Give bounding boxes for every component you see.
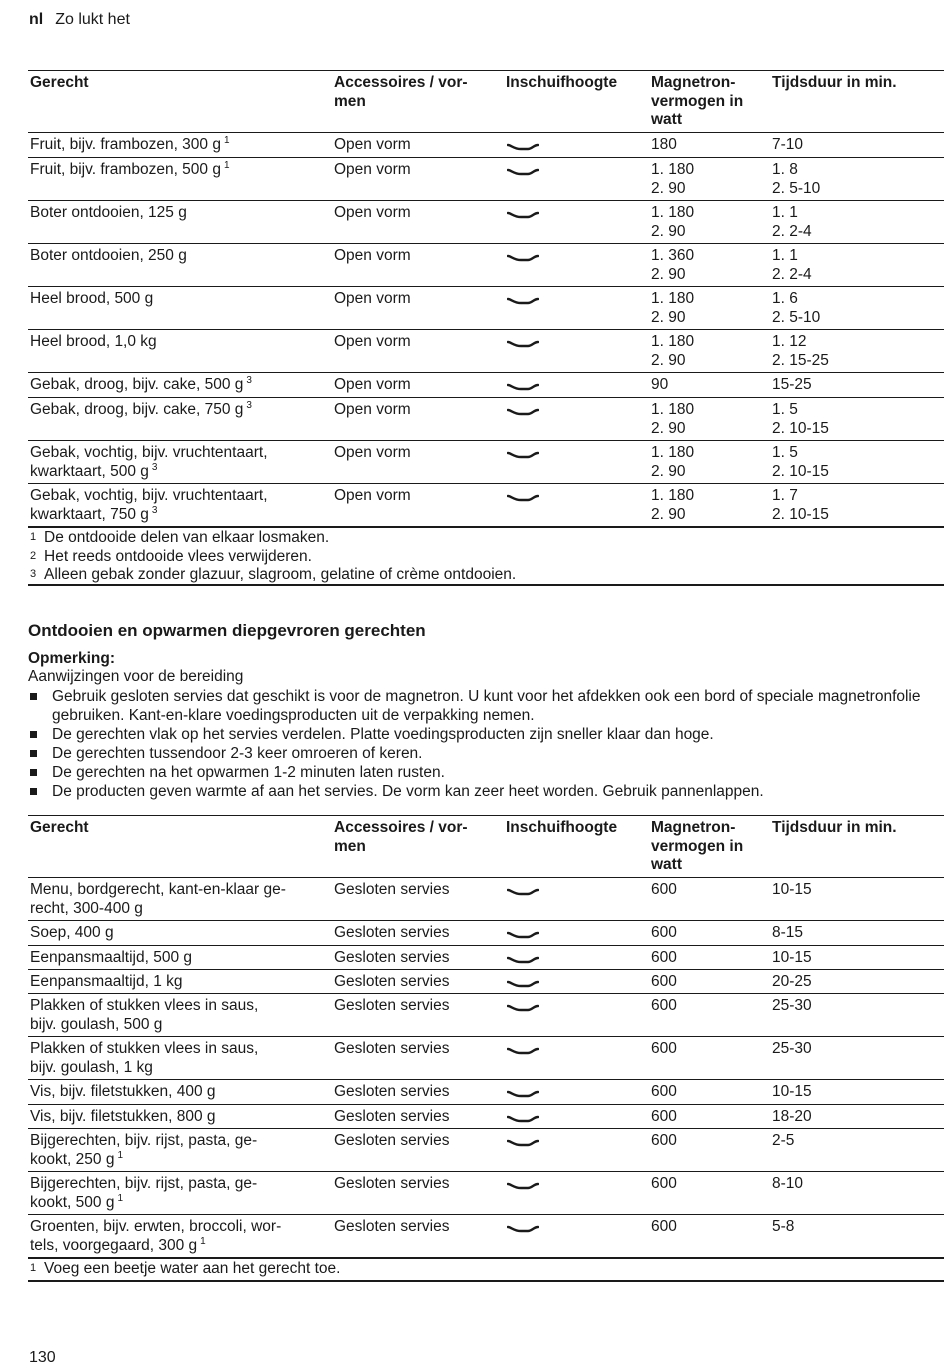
time-cell: 10-15	[772, 881, 812, 898]
header-accessory: Accessoires / vor- men	[334, 819, 468, 855]
note-intro: Aanwijzingen voor de bereiding	[28, 668, 244, 685]
table-rule	[28, 815, 944, 816]
power-cell: 90	[651, 376, 669, 393]
dish-cell: Boter ontdooien, 250 g	[30, 247, 187, 264]
power-cell: 1. 180 2. 90	[651, 290, 695, 326]
footnote	[30, 1259, 340, 1279]
header-level: Inschuifhoogte	[506, 74, 618, 91]
power-cell: 600	[651, 973, 677, 990]
power-cell: 1. 180 2. 90	[651, 333, 695, 369]
footnote-ref: 1	[117, 1192, 124, 1204]
floor-level-icon	[507, 1046, 539, 1056]
accessory-cell: Gesloten servies	[334, 1175, 450, 1192]
table-rule	[28, 877, 944, 878]
footnote-number: 1	[30, 1262, 37, 1274]
accessory-cell: Gesloten servies	[334, 1040, 450, 1057]
floor-level-icon	[507, 1114, 539, 1124]
floor-level-icon	[507, 1138, 539, 1148]
power-cell: 1. 360 2. 90	[651, 247, 695, 283]
dish-cell: Bijgerechten, bijv. rijst, pasta, ge- kookt, 500 g $^1$	[30, 1175, 258, 1211]
time-cell: 15-25	[772, 376, 812, 393]
accessory-cell: Open vorm	[334, 290, 411, 307]
table-rule	[28, 1171, 944, 1172]
floor-level-icon	[507, 887, 539, 897]
table-rule	[28, 1079, 944, 1080]
floor-level-icon	[507, 142, 539, 152]
table-rule	[28, 1128, 944, 1129]
footnote-number: 2	[30, 549, 37, 562]
note-item: De gerechten vlak op het servies verdelen. Platte voedingsproducten zijn sneller klaar dan hoge.	[28, 725, 940, 744]
dish-cell: Soep, 400 g	[30, 924, 114, 941]
header-power: Magnetron- vermogen in watt	[651, 819, 744, 873]
accessory-cell: Gesloten servies	[334, 1218, 450, 1235]
dish-cell: Vis, bijv. filetstukken, 800 g	[30, 1108, 216, 1125]
page-number: 130	[29, 1349, 56, 1366]
power-cell: 1. 180 2. 90	[651, 401, 695, 437]
power-cell: 600	[651, 1218, 677, 1235]
time-cell: 1. 1 2. 2-4	[772, 204, 812, 240]
table-rule	[28, 993, 944, 994]
table-rule	[28, 397, 944, 398]
time-cell: 8-15	[772, 924, 804, 941]
power-cell: 600	[651, 924, 677, 941]
floor-level-icon	[507, 493, 539, 503]
time-cell: 1. 8 2. 5-10	[772, 161, 821, 197]
accessory-cell: Open vorm	[334, 376, 411, 393]
dish-cell: Plakken of stukken vlees in saus, bijv. goulash, 1 kg	[30, 1040, 259, 1076]
time-cell: 1. 5 2. 10-15	[772, 444, 829, 480]
floor-level-icon	[507, 955, 539, 965]
note-label: Opmerking:	[28, 650, 115, 667]
dish-cell: Menu, bordgerecht, kant-en-klaar ge- recht, 300-400 g	[30, 881, 286, 917]
power-cell: 600	[651, 1040, 677, 1057]
dish-cell: Gebak, vochtig, bijv. vruchtentaart, kwarktaart, 750 g $^3$	[30, 487, 268, 523]
time-cell: 20-25	[772, 973, 812, 990]
dish-cell: Groenten, bijv. erwten, broccoli, wor- tels, voorgegaard, 300 g $^1$	[30, 1218, 282, 1254]
time-cell: 5-8	[772, 1218, 795, 1235]
accessory-cell: Gesloten servies	[334, 1108, 450, 1125]
bullet-icon	[30, 788, 37, 795]
table-rule	[28, 483, 944, 484]
power-cell: 600	[651, 1108, 677, 1125]
floor-level-icon	[507, 979, 539, 989]
table-rule	[28, 440, 944, 441]
power-cell: 180	[651, 136, 677, 153]
power-cell: 600	[651, 1132, 677, 1149]
footnote-number: 1	[30, 531, 37, 543]
accessory-cell: Open vorm	[334, 487, 411, 504]
floor-level-icon	[507, 1181, 539, 1191]
note-item: De gerechten na het opwarmen 1-2 minuten laten rusten.	[28, 763, 940, 782]
floor-level-icon	[507, 382, 539, 392]
time-cell: 2-5	[772, 1132, 795, 1149]
time-cell: 18-20	[772, 1108, 812, 1125]
header-power: Magnetron- vermogen in watt	[651, 74, 744, 128]
floor-level-icon	[507, 1224, 539, 1234]
floor-level-icon	[507, 407, 539, 417]
accessory-cell: Open vorm	[334, 161, 411, 178]
power-cell: 1. 180 2. 90	[651, 204, 695, 240]
language-code: nl	[29, 11, 44, 28]
time-cell: 1. 1 2. 2-4	[772, 247, 812, 283]
table-rule	[28, 70, 944, 71]
footnote-ref: 3	[246, 400, 252, 411]
time-cell: 7-10	[772, 136, 804, 153]
floor-level-icon	[507, 210, 539, 220]
table-rule	[28, 969, 944, 970]
power-cell: 600	[651, 881, 677, 898]
footnote-text: Voeg een beetje water aan het gerecht toe.	[44, 1260, 341, 1277]
dish-cell: Vis, bijv. filetstukken, 400 g	[30, 1083, 216, 1100]
time-cell: 1. 6 2. 5-10	[772, 290, 821, 326]
dish-cell: Eenpansmaaltijd, 1 kg	[30, 973, 183, 990]
accessory-cell: Open vorm	[334, 247, 411, 264]
dish-cell: Heel brood, 1,0 kg	[30, 333, 157, 350]
accessory-cell: Gesloten servies	[334, 997, 450, 1014]
footnote-text: Het reeds ontdooide vlees verwijderen.	[44, 547, 312, 565]
accessory-cell: Gesloten servies	[334, 1083, 450, 1100]
floor-level-icon	[507, 296, 539, 306]
dish-cell: Fruit, bijv. frambozen, 500 g $^1$	[30, 160, 230, 178]
table-rule	[28, 157, 944, 158]
accessory-cell: Gesloten servies	[334, 924, 450, 941]
bullet-icon	[30, 769, 37, 776]
dish-cell: Bijgerechten, bijv. rijst, pasta, ge- kookt, 250 g $^1$	[30, 1132, 258, 1168]
floor-level-icon	[507, 253, 539, 263]
floor-level-icon	[507, 450, 539, 460]
header-time: Tijdsduur in min.	[772, 74, 897, 91]
header-accessory: Accessoires / vor- men	[334, 74, 468, 110]
time-cell: 1. 7 2. 10-15	[772, 487, 829, 523]
footnote	[30, 528, 329, 548]
footnote-ref: 3	[151, 461, 158, 473]
dish-cell: Plakken of stukken vlees in saus, bijv. goulash, 500 g	[30, 997, 259, 1033]
table-rule	[28, 920, 944, 921]
accessory-cell: Open vorm	[334, 444, 411, 461]
footnote	[30, 565, 516, 585]
footnote-text: Alleen gebak zonder glazuur, slagroom, gelatine of crème ontdooien.	[44, 566, 517, 583]
footnote-text: De ontdooide delen van elkaar losmaken.	[44, 529, 330, 546]
accessory-cell: Open vorm	[334, 204, 411, 221]
note-item: Gebruik gesloten servies dat geschikt is voor de magnetron. U kunt voor het afdekken ook een bord of speciale magnetronfolie gebruiken. Kant-en-klare voedingsproducten uit de verpakking nemen.	[28, 687, 940, 725]
table-rule	[28, 372, 944, 373]
header-dish: Gerecht	[30, 819, 89, 836]
table-rule	[28, 945, 944, 946]
section-title: Ontdooien en opwarmen diepgevroren gerechten	[28, 621, 426, 640]
floor-level-icon	[507, 167, 539, 177]
table-rule	[28, 1036, 944, 1037]
time-cell: 10-15	[772, 949, 812, 966]
header-time: Tijdsduur in min.	[772, 819, 897, 836]
table-rule	[28, 286, 944, 287]
dish-cell: Gebak, droog, bijv. cake, 750 g $^3$	[30, 400, 252, 418]
header-level: Inschuifhoogte	[506, 819, 618, 836]
dish-cell: Gebak, vochtig, bijv. vruchtentaart, kwarktaart, 500 g $^3$	[30, 444, 268, 480]
footnote-ref: 3	[151, 504, 158, 516]
footnote-ref: 3	[246, 375, 252, 386]
accessory-cell: Open vorm	[334, 136, 411, 153]
accessory-cell: Open vorm	[334, 333, 411, 350]
dish-cell: Boter ontdooien, 125 g	[30, 204, 187, 221]
dish-cell: Gebak, droog, bijv. cake, 500 g $^3$	[30, 375, 252, 393]
table-rule	[28, 329, 944, 330]
dish-cell: Heel brood, 500 g	[30, 290, 154, 307]
power-cell: 1. 180 2. 90	[651, 161, 695, 197]
time-cell: 1. 5 2. 10-15	[772, 401, 829, 437]
dish-cell: Eenpansmaaltijd, 500 g	[30, 949, 193, 966]
power-cell: 600	[651, 949, 677, 966]
power-cell: 1. 180 2. 90	[651, 444, 695, 480]
accessory-cell: Gesloten servies	[334, 881, 450, 898]
table-rule	[28, 243, 944, 244]
note-item: De producten geven warmte af aan het servies. De vorm kan zeer heet worden. Gebruik pannenlappen.	[28, 782, 940, 801]
table-rule	[28, 1104, 944, 1105]
time-cell: 8-10	[772, 1175, 804, 1192]
floor-level-icon	[507, 1089, 539, 1099]
bullet-icon	[30, 750, 37, 757]
dish-cell: Fruit, bijv. frambozen, 300 g $^1$	[30, 135, 230, 153]
table-rule	[28, 200, 944, 201]
time-cell: 25-30	[772, 997, 812, 1014]
note-list	[28, 687, 940, 801]
footnote-ref: 1	[223, 135, 230, 146]
power-cell: 600	[651, 1083, 677, 1100]
accessory-cell: Gesloten servies	[334, 1132, 450, 1149]
power-cell: 600	[651, 1175, 677, 1192]
footnote-ref: 1	[200, 1235, 206, 1247]
accessory-cell: Gesloten servies	[334, 949, 450, 966]
power-cell: 1. 180 2. 90	[651, 487, 695, 523]
time-cell: 1. 12 2. 15-25	[772, 333, 829, 369]
table-rule	[28, 132, 944, 133]
accessory-cell: Open vorm	[334, 401, 411, 418]
bullet-icon	[30, 731, 37, 738]
header-title: Zo lukt het	[55, 11, 130, 28]
note-item: De gerechten tussendoor 2-3 keer omroeren of keren.	[28, 744, 940, 763]
footnote-ref: 1	[117, 1149, 124, 1161]
table-rule	[28, 1214, 944, 1215]
footnote-ref: 1	[223, 160, 230, 171]
footnote-number: 3	[30, 568, 37, 580]
power-cell: 600	[651, 997, 677, 1014]
floor-level-icon	[507, 1003, 539, 1013]
floor-level-icon	[507, 339, 539, 349]
page-header	[29, 11, 130, 29]
accessory-cell: Gesloten servies	[334, 973, 450, 990]
floor-level-icon	[507, 930, 539, 940]
time-cell: 25-30	[772, 1040, 812, 1057]
table-rule	[28, 1280, 944, 1282]
time-cell: 10-15	[772, 1083, 812, 1100]
footnote	[30, 547, 312, 567]
header-dish: Gerecht	[30, 74, 89, 91]
bullet-icon	[30, 693, 37, 700]
table-rule	[28, 584, 944, 586]
